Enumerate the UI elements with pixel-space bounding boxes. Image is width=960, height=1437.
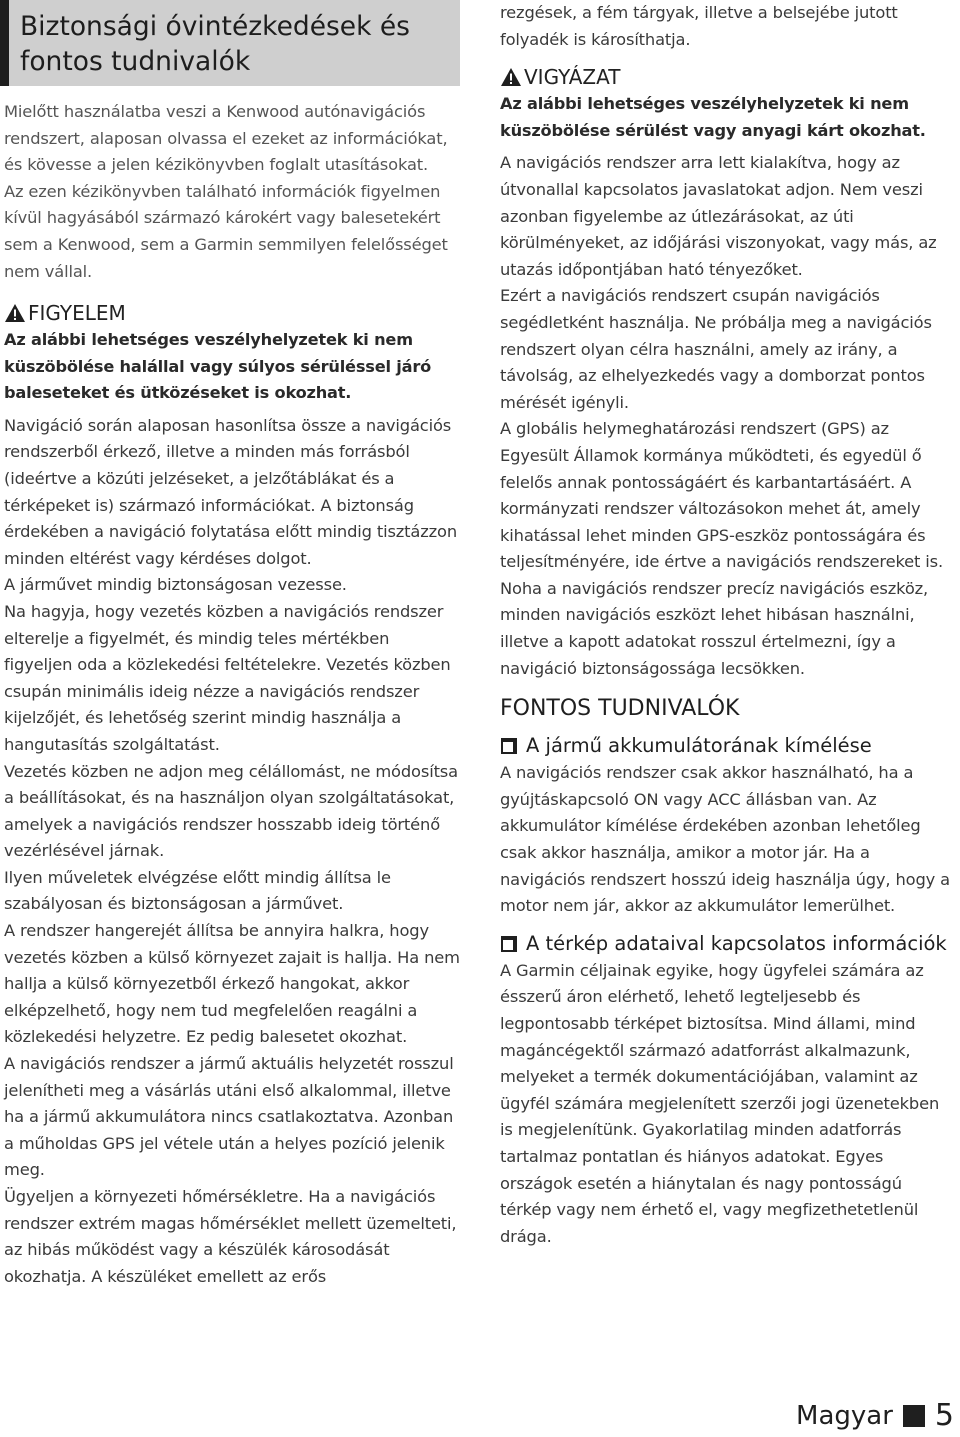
warning-paragraph: Navigáció során alaposan hasonlítsa össze a navigációs rendszerből érkező, illetve a minden más forrásból (ideértve a közúti jelzéseket, a jelzőtáblákat és a térképeket is) származó információkat. A biztonság érdekében a navigáció folytatása előtt mindig tisztázzon minden eltérést vagy kérdéses dolgot. <box>4 415 458 568</box>
battery-section-text: A navigációs rendszer csak akkor használható, ha a gyújtáskapcsoló ON vagy ACC állásban van. Az akkumulátor kímélése érdekében azonban lehetőleg csak akkor használja, amikor a motor jár. Ha a navigációs rendszert hosszú ideig használja úgy, hogy a motor nem jár, akkor az akkumulátor lemerülhet. <box>500 763 950 916</box>
warning-paragraph: Na hagyja, hogy vezetés közben a navigációs rendszer elterelje a figyelmét, és mindig teles mértékben figyeljen oda a közlekedési feltételekre. Vezetés közben csupán minimális ideig nézze a navigációs rendszer kijelzőjét, és lehetőség szerint mindig használja a hangutasítás szolgáltatást. <box>4 601 451 754</box>
warning-paragraph: A rendszer hangerejét állítsa be annyira halkra, hogy vezetés közben a külső környezet zajait is hallja. Ha nem hallja a külső környezetből érkező hangokat, akkor elképzelhető, hogy nem tud megfelelően reagálni a közlekedési helyzetre. Ez pedig balesetet okozhat. <box>4 921 460 1047</box>
warning-triangle-icon <box>4 303 26 323</box>
warning-label: FIGYELEM <box>28 301 126 325</box>
battery-section-heading <box>500 732 955 760</box>
intro-paragraph: Az ezen kézikönyvben található információk figyelmen kívül hagyásából származó károkért vagy balesetekért sem a Kenwood, sem a Garmin semmilyen felelősséget nem vállal. <box>4 181 448 281</box>
square-bullet-icon <box>500 737 518 755</box>
warning-paragraph: A járművet mindig biztonságosan vezesse. <box>4 575 347 595</box>
caution-paragraph: A navigációs rendszer arra lett kialakítva, hogy az útvonallal kapcsolatos javaslatokat adjon. Nem veszi azonban figyelembe az útlezárásokat, az úti körülményeket, az időjárási viszonyokat, vagy más, az utazás időpontjában ható tényezőket. <box>500 153 937 279</box>
square-bullet-icon <box>500 935 518 953</box>
caution-paragraph: Ezért a navigációs rendszert csupán navigációs segédletként használja. Ne próbálja meg a navigációs rendszert olyan célra használni, amely az irány, a távolság, az elhelyezkedés vagy a domborzat pontos mérését igényli. <box>500 286 932 412</box>
warning-heading <box>4 299 462 327</box>
warning-paragraph-continued: rezgések, a fém tárgyak, illetve a belsejébe jutott folyadék is károsíthatja. <box>500 3 898 49</box>
warning-subtitle: Az alábbi lehetséges veszélyhelyzetek ki nem küszöbölése halállal vagy súlyos sérüléssel járó baleseteket és ütközéseket is okozhat. <box>4 330 432 403</box>
important-heading: FONTOS TUDNIVALÓK <box>500 696 740 722</box>
page-footer <box>796 1398 954 1433</box>
intro-paragraph: Mielőtt használatba veszi a Kenwood autónavigációs rendszert, alaposan olvassa el ezeket az információkat, és kövesse a jelen kézikönyvben foglalt utasításokat. <box>4 102 448 175</box>
map-data-section-text: A Garmin céljainak egyike, hogy ügyfelei számára az ésszerű áron elérhető, lehető legteljesebb és legpontosabb térképet biztosítsa. Mind állami, mind magáncégektől származó adatforrást alkalmazunk, melyeket a termék dokumentációjában, valamint az ügyfél számára megjelenített szerzői jogi üzenetekben is megjelenítünk. Gyakorlatilag minden adatforrás tartalmaz pontatlan és hiányos adatokat. Egyes országok esetén a hiánytalan és nagy pontosságú térkép vagy nem érhető el, vagy megfizethetetlenül drága. <box>500 960 940 1246</box>
footer-square-marker <box>903 1405 925 1427</box>
footer-language: Magyar <box>796 1400 893 1431</box>
caution-subtitle: Az alábbi lehetséges veszélyhelyzetek ki nem küszöbölése sérülést vagy anyagi kárt okozhat. <box>500 94 926 140</box>
map-data-section-title: A térkép adataival kapcsolatos információk <box>526 931 947 955</box>
warning-paragraph: A navigációs rendszer a jármű aktuális helyzetét rosszul jelenítheti meg a vásárlás utáni első alkalommal, illetve ha a jármű akkumulátora nincs csatlakoztatva. Azonban a műholdas GPS jel vétele után a helyes pozíció jelenik meg. <box>4 1054 454 1180</box>
page-number: 5 <box>934 1398 954 1433</box>
title-banner <box>0 0 460 86</box>
caution-paragraph: A globális helymeghatározási rendszert (GPS) az Egyesült Államok kormánya működteti, és egyedül ő felelős annak pontosságáért és karbantartásáért. A kormányzati rendszer változásokon mehet át, amely kihatással lehet minden GPS-eszköz pontosságára és teljesítményére, ide értve a navigációs rendszereket is. Noha a navigációs rendszer precíz navigációs eszköz, minden navigációs eszközt lehet hibásan használni, illetve a kapott adatokat rosszul értelmezni, így a navigáció biztonságossága lecsökken. <box>500 419 943 678</box>
warning-triangle-icon <box>500 67 522 87</box>
page-title: Biztonsági óvintézkedések és fontos tudnivalók <box>20 11 410 77</box>
caution-heading <box>500 63 955 91</box>
warning-paragraph: Ügyeljen a környezeti hőmérsékletre. Ha a navigációs rendszer extrém magas hőmérséklet mellett üzemelteti, az hibás működést vagy a készülék károsodását okozhatja. A készüléket emellett az erős <box>4 1187 457 1286</box>
warning-paragraph: Vezetés közben ne adjon meg célállomást, ne módosítsa a beállításokat, és na használjon olyan szolgáltatásokat, amelyek a navigációs rendszer hosszabb ideig történő vezérlésével járnak. <box>4 761 458 861</box>
battery-section-title: A jármű akkumulátorának kímélése <box>526 734 872 758</box>
warning-paragraph: Ilyen műveletek elvégzése előtt mindig állítsa le szabályosan és biztonságosan a járművet. <box>4 867 391 914</box>
caution-label: VIGYÁZAT <box>524 65 621 90</box>
map-data-section-heading <box>500 930 955 958</box>
